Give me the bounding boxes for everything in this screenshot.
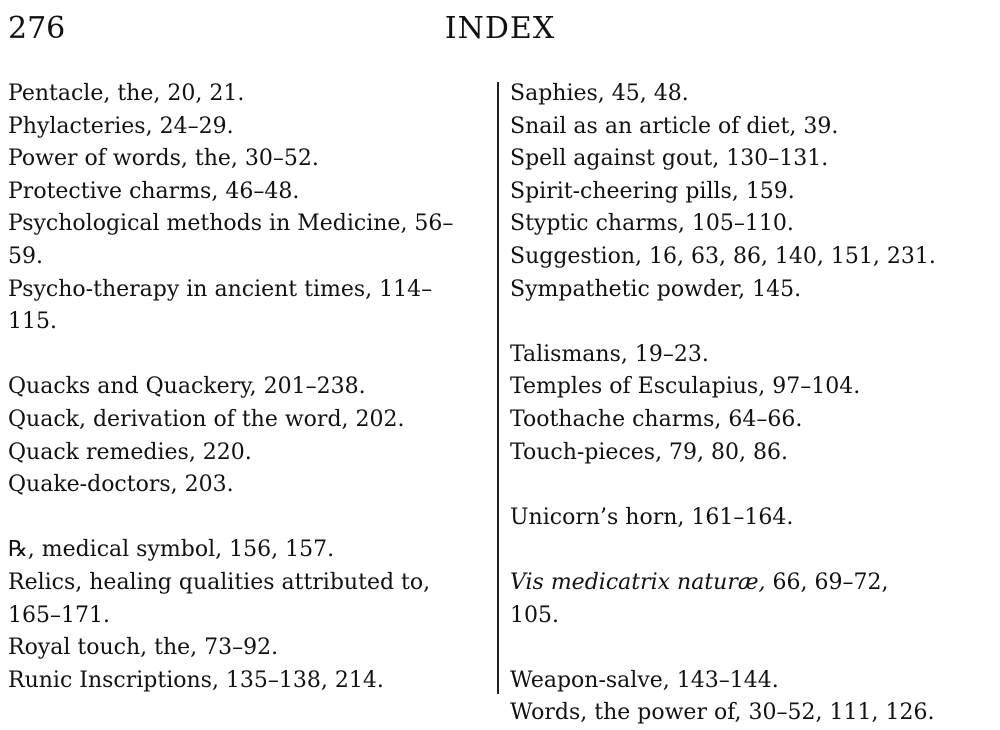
index-column-left [8,78,492,697]
index-entry-text: Psycho-therapy in ancient times, 114– [8,276,433,302]
index-entry [8,567,492,632]
index-entry: Toothache charms, 64–66. [510,406,803,432]
section-gap [8,502,492,535]
index-entry: Spell against gout, 130–131. [510,146,829,172]
index-entry: Power of words, the, 30–52. [8,146,319,172]
index-entry: Unicorn’s horn, 161–164. [510,504,794,530]
index-entry: Words, the power of, 30–52, 111, 126. [510,700,935,726]
index-column-right [510,78,990,730]
section-gap [510,306,990,339]
index-entry: Royal touch, the, 73–92. [8,635,279,661]
index-entry-text: Relics, healing qualities attributed to, [8,569,431,595]
index-entry: Phylacteries, 24–29. [8,113,234,139]
index-entry-continuation: 165–171. [8,602,110,628]
index-entry: Temples of Esculapius, 97–104. [510,374,861,400]
index-entry-continuation: 59. [8,243,43,269]
index-entry [8,208,492,273]
index-entry: Protective charms, 46–48. [8,178,300,204]
index-entry: Saphies, 45, 48. [510,81,689,106]
index-entry-latin-term: Vis medicatrix naturæ, [510,569,766,595]
index-entry: Talismans, 19–23. [510,341,709,367]
section-gap [510,632,990,665]
index-entry-continuation: 115. [8,309,57,335]
page-title: INDEX [444,11,556,46]
page-number: 276 [8,11,66,46]
index-entry [510,567,990,632]
index-entry [8,274,492,339]
index-entry: ℞, medical symbol, 156, 157. [8,537,335,563]
index-entry-text: Psychological methods in Medicine, 56– [8,211,454,237]
index-entry: Quake-doctors, 203. [8,472,234,498]
index-entry-continuation: 105. [510,602,559,628]
index-entry: Pentacle, the, 20, 21. [8,81,245,106]
index-entry: Snail as an article of diet, 39. [510,113,839,139]
section-gap [8,339,492,372]
index-entry-pages: 66, 69–72, [765,569,889,595]
index-entry: Quack remedies, 220. [8,439,252,465]
column-divider [497,82,499,694]
index-entry: Spirit-cheering pills, 159. [510,178,795,204]
index-entry: Weapon-salve, 143–144. [510,667,779,693]
index-entry: Styptic charms, 105–110. [510,211,794,237]
index-entry: Quack, derivation of the word, 202. [8,406,405,432]
index-entry: Touch-pieces, 79, 80, 86. [510,439,789,465]
index-entry: Runic Inscriptions, 135–138, 214. [8,667,384,693]
index-entry: Suggestion, 16, 63, 86, 140, 151, 231. [510,243,936,269]
index-entry: Quacks and Quackery, 201–238. [8,374,366,400]
section-gap [510,469,990,502]
section-gap [510,534,990,567]
index-entry: Sympathetic powder, 145. [510,276,802,302]
